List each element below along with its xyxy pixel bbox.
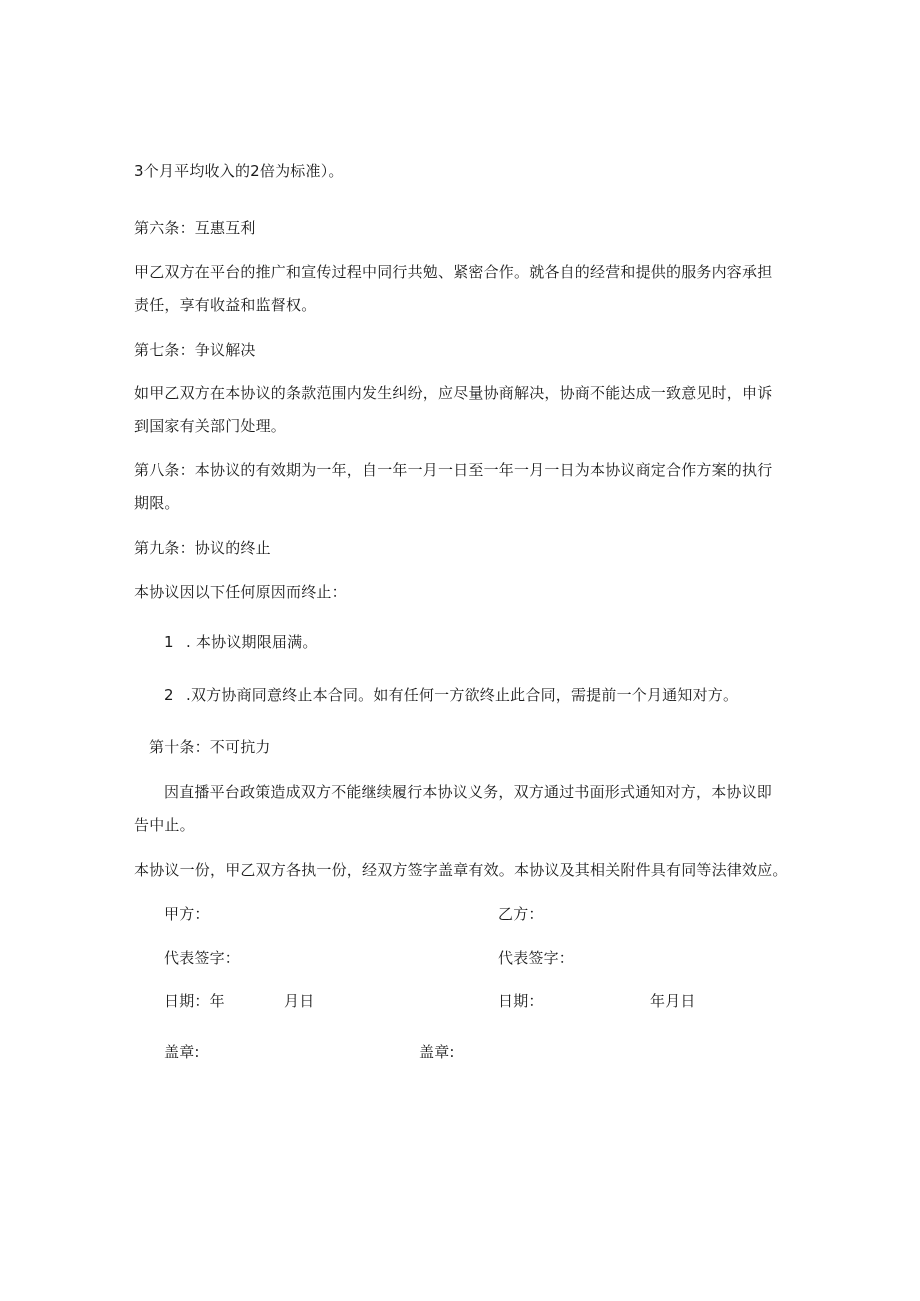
party-a-representative-label: 代表签字： xyxy=(164,949,241,967)
article10-heading: 第十条：不可抗力 xyxy=(149,738,271,756)
list-item xyxy=(164,685,738,705)
party-a-seal-label: 盖章: xyxy=(164,1043,200,1061)
article7-body-line2: 到国家有关部门处理。 xyxy=(134,417,287,435)
party-b-label: 乙方： xyxy=(498,905,544,923)
party-a-date-suffix: 月日 xyxy=(284,992,315,1010)
article6-body-line2: 责任，享有收益和监督权。 xyxy=(134,296,317,314)
article9-intro: 本协议因以下任何原因而终止： xyxy=(134,583,347,601)
list-item-text: .双方协商同意终止本合同。如有任何一方欲终止此合同，需提前一个月通知对方。 xyxy=(186,686,739,704)
article10-body-line2: 告中止。 xyxy=(134,816,195,834)
closing-statement: 本协议一份，甲乙双方各执一份，经双方签字盖章有效。本协议及其相关附件具有同等法律效应。 xyxy=(134,861,788,879)
party-a-label: 甲方： xyxy=(164,905,210,923)
party-b-representative-label: 代表签字： xyxy=(498,949,575,967)
party-b-date-label: 日期： xyxy=(498,992,544,1010)
article8-line2: 期限。 xyxy=(134,494,180,512)
continuation-text: 3个月平均收入的2倍为标准）。 xyxy=(134,162,344,180)
article7-heading: 第七条：争议解决 xyxy=(134,341,256,359)
party-b-date-suffix: 年月日 xyxy=(650,992,696,1010)
article7-body-line1: 如甲乙双方在本协议的条款范围内发生纠纷，应尽量协商解决，协商不能达成一致意见时，申诉 xyxy=(134,384,773,402)
article8-line1: 第八条：本协议的有效期为一年，自一年一月一日至一年一月一日为本协议商定合作方案的执行 xyxy=(134,461,773,479)
article6-body-line1: 甲乙双方在平台的推广和宣传过程中同行共勉、紧密合作。就各自的经营和提供的服务内容承担 xyxy=(134,263,773,281)
list-item-text: . 本协议期限届满。 xyxy=(186,633,318,651)
list-item xyxy=(164,632,318,652)
list-item-number: 2 xyxy=(164,686,174,704)
article9-heading: 第九条：协议的终止 xyxy=(134,539,271,557)
party-a-date-label: 日期：年 xyxy=(164,992,225,1010)
list-item-number: 1 xyxy=(164,633,174,651)
party-b-seal-label: 盖章: xyxy=(419,1043,455,1061)
article6-heading: 第六条：互惠互利 xyxy=(134,219,256,237)
article10-body-line1: 因直播平台政策造成双方不能继续履行本协议义务，双方通过书面形式通知对方，本协议即 xyxy=(164,783,773,801)
